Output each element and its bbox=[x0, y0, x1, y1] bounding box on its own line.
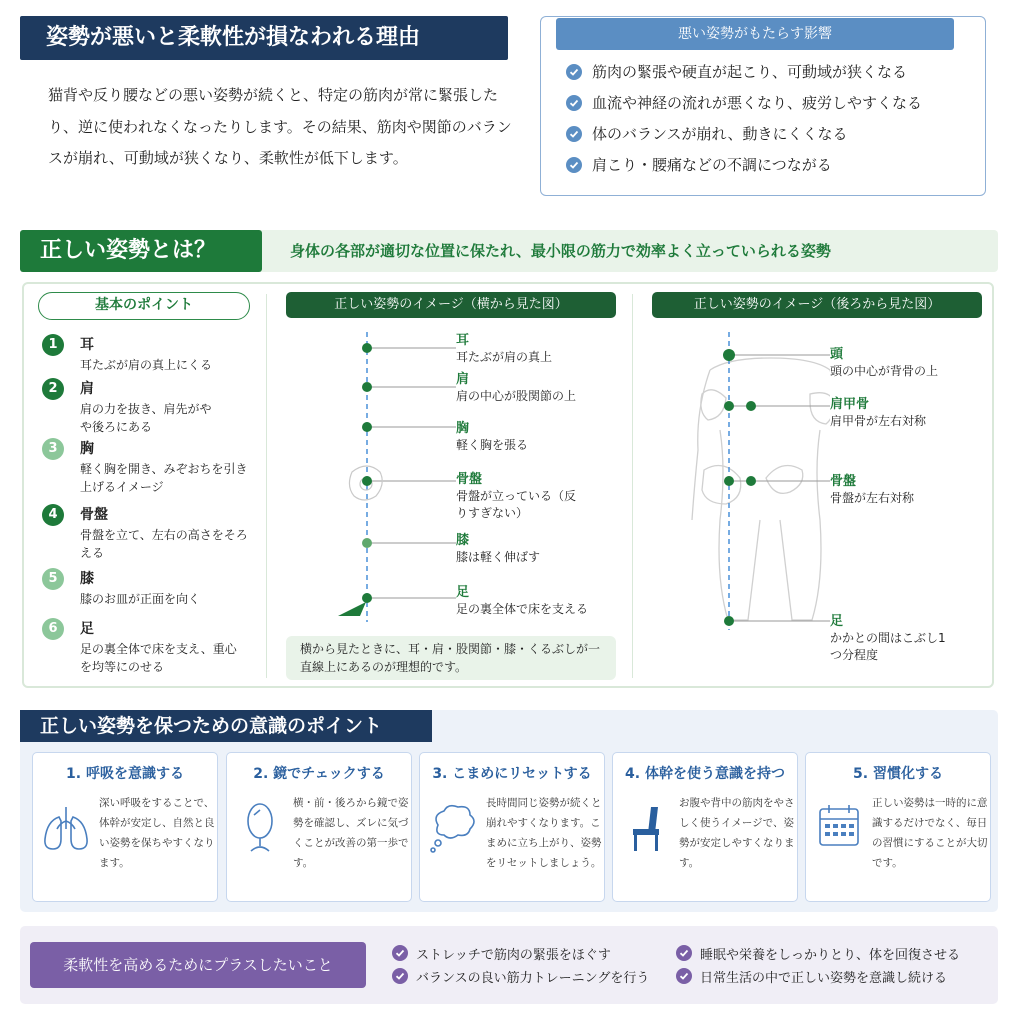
check-icon bbox=[566, 64, 582, 80]
check-icon bbox=[676, 945, 692, 961]
back-label-scapula: 肩甲骨 肩甲骨が左右対称 bbox=[830, 397, 927, 428]
section-title-correct-posture: 正しい姿勢とは？ bbox=[20, 230, 262, 272]
section-title-flexibility: 柔軟性を高めるためにプラスしたいこと bbox=[30, 942, 366, 988]
check-icon bbox=[566, 157, 582, 173]
effect-item: 筋肉の緊張や硬直が起こり、可動域が狭くなる bbox=[566, 62, 976, 82]
basic-points-header: 基本のポイント bbox=[38, 292, 250, 320]
effect-item: 血流や神経の流れが悪くなり、疲労しやすくなる bbox=[566, 93, 976, 113]
side-view-note: 横から見たときに、耳・肩・股関節・膝・くるぶしが一直線上にあるのが理想的です。 bbox=[286, 636, 616, 680]
awareness-card: 3. こまめにリセットする 長時間同じ姿勢が続くと崩れやすくなります。こまめに立ち上がり、姿勢をリセットしましょう。 bbox=[419, 752, 605, 902]
side-label-shoulder: 肩 肩の中心が股関節の上 bbox=[456, 372, 577, 403]
awareness-card: 1. 呼吸を意識する 深い呼吸をすることで、体幹が安定し、自然と良い姿勢を保ちやすくなります。 bbox=[32, 752, 218, 902]
chair-icon bbox=[621, 799, 671, 855]
side-view-figure bbox=[330, 330, 460, 630]
calendar-icon bbox=[814, 799, 864, 855]
effect-item: 体のバランスが崩れ、動きにくくなる bbox=[566, 124, 976, 144]
flexibility-item: ストレッチで筋肉の緊張をほぐす bbox=[392, 943, 611, 963]
check-icon bbox=[676, 968, 692, 984]
awareness-card: 2. 鏡でチェックする 横・前・後ろから鏡で姿勢を確認し、ズレに気づくことが改善の第一歩です。 bbox=[226, 752, 412, 902]
side-label-knee: 膝 膝は軽く伸ばす bbox=[456, 533, 541, 564]
lungs-icon bbox=[41, 799, 91, 855]
check-icon bbox=[392, 968, 408, 984]
check-icon bbox=[566, 95, 582, 111]
flexibility-item: 睡眠や栄養をしっかりとり、体を回復させる bbox=[676, 943, 960, 963]
divider bbox=[266, 294, 267, 678]
side-label-ear: 耳 耳たぶが肩の真上 bbox=[456, 333, 553, 364]
effect-item: 肩こり・腰痛などの不調につながる bbox=[566, 155, 976, 175]
correct-posture-subtitle: 身体の各部が適切な位置に保たれ、最小限の筋力で効率よく立っていられる姿勢 bbox=[290, 242, 831, 260]
flexibility-item: 日常生活の中で正しい姿勢を意識し続ける bbox=[676, 966, 947, 986]
section-title-awareness: 正しい姿勢を保つための意識のポイント bbox=[20, 710, 432, 742]
back-label-pelvis: 骨盤 骨盤が左右対称 bbox=[830, 474, 915, 505]
awareness-card: 4. 体幹を使う意識を持つ お腹や背中の筋肉をやさしく使うイメージで、姿勢が安定しやすくなります。 bbox=[612, 752, 798, 902]
effects-header: 悪い姿勢がもたらす影響 bbox=[556, 18, 954, 50]
back-view-header: 正しい姿勢のイメージ（後ろから見た図） bbox=[652, 292, 982, 318]
flexibility-item: バランスの良い筋力トレーニングを行う bbox=[392, 966, 649, 986]
side-label-chest: 胸 軽く胸を張る bbox=[456, 421, 529, 452]
thought-bubble-icon bbox=[428, 799, 478, 855]
awareness-card: 5. 習慣化する 正しい姿勢は一時的に意識するだけでなく、毎日の習慣にすることが大切です。 bbox=[805, 752, 991, 902]
check-icon bbox=[566, 126, 582, 142]
side-label-pelvis: 骨盤 骨盤が立っている（反りすぎない） bbox=[456, 472, 577, 520]
divider bbox=[632, 294, 633, 678]
check-icon bbox=[392, 945, 408, 961]
back-view-figure bbox=[670, 330, 830, 640]
mirror-icon bbox=[235, 799, 285, 855]
foot-icon bbox=[338, 602, 366, 616]
section-title-bad-posture: 姿勢が悪いと柔軟性が損なわれる理由 bbox=[20, 16, 508, 60]
side-label-foot: 足 足の裏全体で床を支える bbox=[456, 585, 589, 616]
section-body-bad-posture: 猫背や反り腰などの悪い姿勢が続くと、特定の筋肉が常に緊張したり、逆に使われなくなったりします。その結果、筋肉や関節のバランスが崩れ、可動域が狭くなり、柔軟性が低下します。 bbox=[48, 86, 512, 167]
side-view-header: 正しい姿勢のイメージ（横から見た図） bbox=[286, 292, 616, 318]
back-label-foot: 足 かかとの間はこぶし1つ分程度 bbox=[830, 614, 946, 662]
back-label-head: 頭 頭の中心が背骨の上 bbox=[830, 347, 939, 378]
